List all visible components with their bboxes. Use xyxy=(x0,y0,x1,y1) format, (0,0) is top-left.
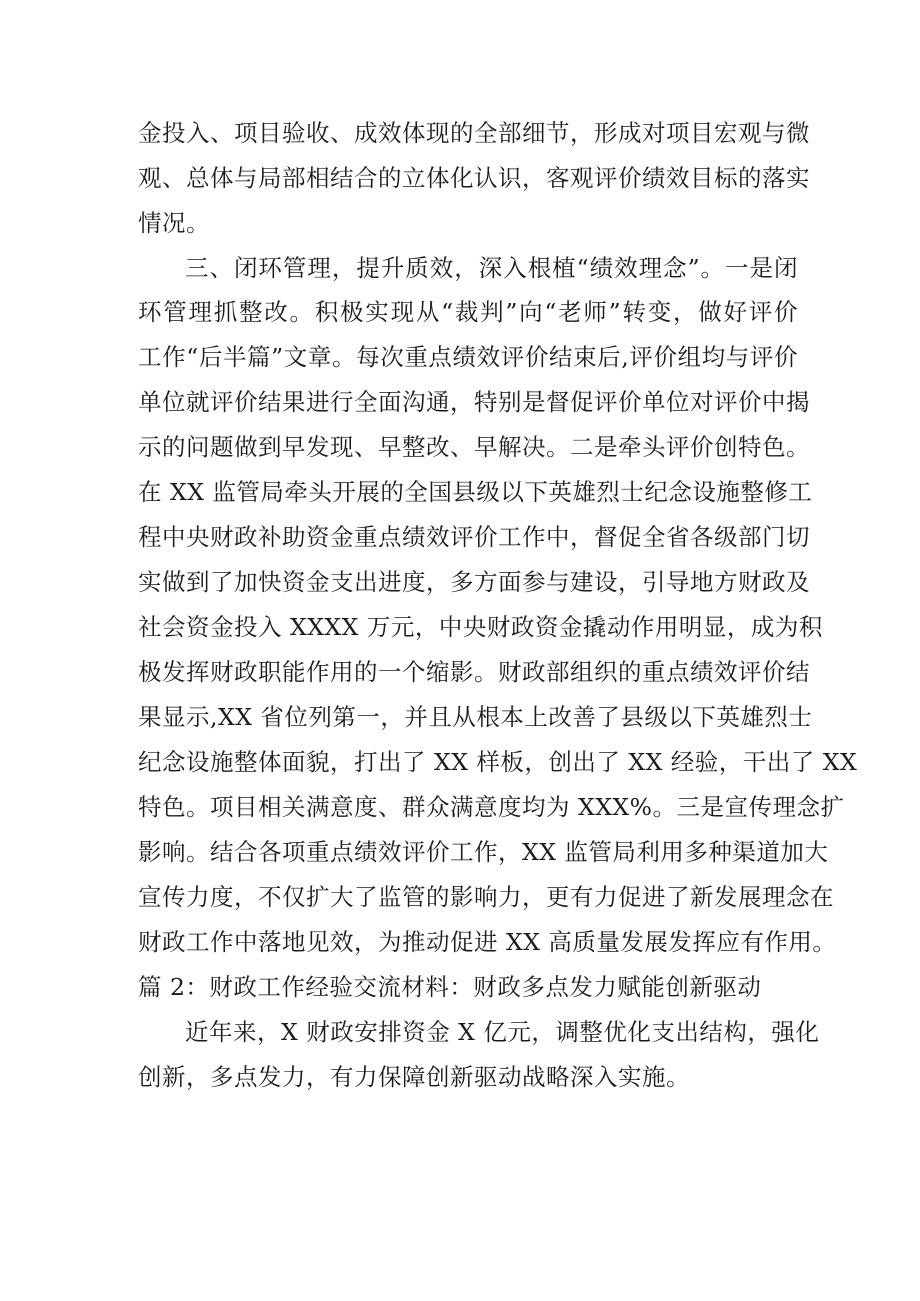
text-line: 环管理抓整改。积极实现从“裁判”向“老师”转变，做好评价 xyxy=(138,298,798,326)
text-line: 实做到了加快资金支出进度，多方面参与建设，引导地方财政及 xyxy=(138,568,810,596)
text-line: 观、总体与局部相结合的立体化认识，客观评价绩效目标的落实 xyxy=(138,164,810,192)
text-line: 纪念设施整体面貌，打出了 XX 样板，创出了 XX 经验，干出了 XX xyxy=(138,748,858,776)
text-line: 示的问题做到早发现、早整改、早解决。二是牵头评价创特色。 xyxy=(138,433,810,461)
text-line: 果显示,XX 省位列第一，并且从根本上改善了县级以下英雄烈士 xyxy=(138,703,813,731)
text-line: 财政工作中落地见效，为推动促进 XX 高质量发展发挥应有作用。 xyxy=(138,928,837,956)
text-line: 金投入、项目验收、成效体现的全部细节，形成对项目宏观与微 xyxy=(138,119,810,147)
text-line: 程中央财政补助资金重点绩效评价工作中，督促全省各级部门切 xyxy=(138,523,810,551)
text-line: 影响。结合各项重点绩效评价工作，XX 监管局利用多种渠道加大 xyxy=(138,838,829,866)
section-title: 篇 2：财政工作经验交流材料：财政多点发力赋能创新驱动 xyxy=(138,973,762,1001)
text-line: 单位就评价结果进行全面沟通，特别是督促评价单位对评价中揭 xyxy=(138,388,810,416)
text-line: 在 XX 监管局牵头开展的全国县级以下英雄烈士纪念设施整修工 xyxy=(138,478,813,506)
paragraph-heading-line: 三、闭环管理，提升质效，深入根植“绩效理念”。一是闭 xyxy=(185,254,798,282)
text-line: 情况。 xyxy=(138,209,210,237)
text-line: 创新，多点发力，有力保障创新驱动战略深入实施。 xyxy=(138,1063,690,1091)
text-line: 宣传力度，不仅扩大了监管的影响力，更有力促进了新发展理念在 xyxy=(138,883,834,911)
text-line: 近年来，X 财政安排资金 X 亿元，调整优化支出结构，强化 xyxy=(185,1018,820,1046)
text-line: 社会资金投入 XXXX 万元，中央财政资金撬动作用明显，成为积 xyxy=(138,613,823,641)
text-line: 极发挥财政职能作用的一个缩影。财政部组织的重点绩效评价结 xyxy=(138,658,810,686)
text-line: 特色。项目相关满意度、群众满意度均为 XXX%。三是宣传理念扩 xyxy=(138,793,845,821)
text-line: 工作“后半篇”文章。每次重点绩效评价结束后,评价组均与评价 xyxy=(138,343,798,371)
